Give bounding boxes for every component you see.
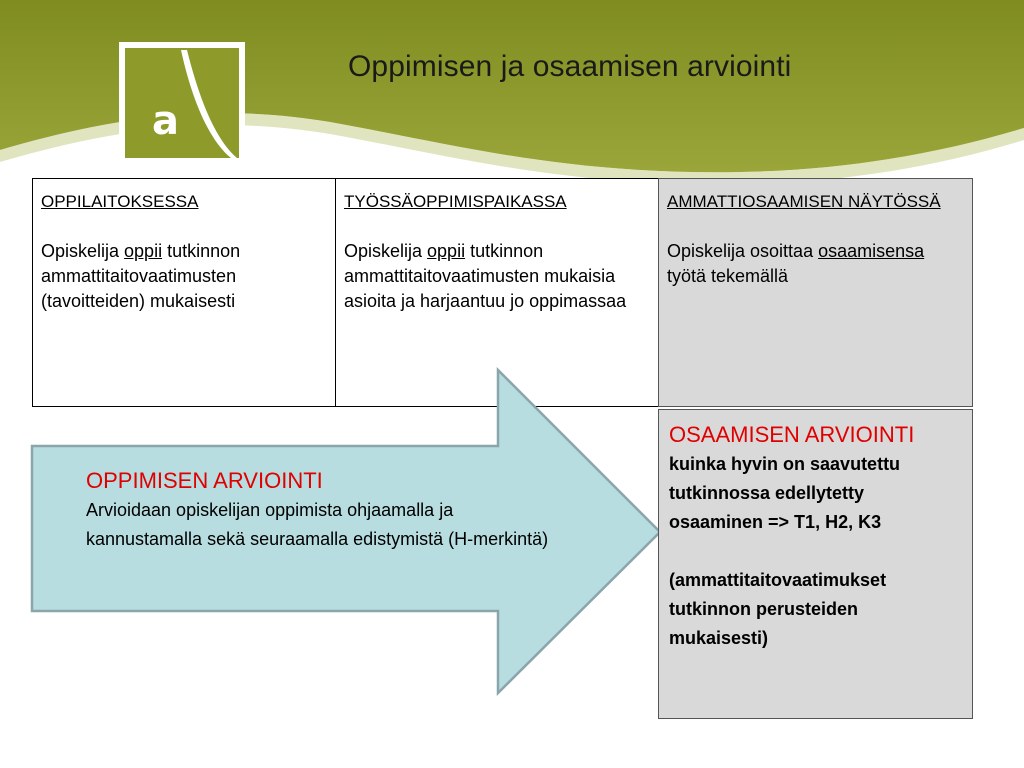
oppimisen-title: OPPIMISEN ARVIOINTI [86,468,323,493]
column-heading: TYÖSSÄOPPIMISPAIKASSA [344,192,567,211]
page-title: Oppimisen ja osaamisen arviointi [348,50,792,83]
column-heading: OPPILAITOKSESSA [41,192,199,211]
column-heading: AMMATTIOSAAMISEN NÄYTÖSSÄ [667,192,941,211]
body-text: työtä tekemällä [667,266,789,286]
logo-icon [119,42,245,164]
osaamisen-title: OSAAMISEN ARVIOINTI [669,422,915,447]
body-emphasis: osaamisensa [818,241,925,261]
body-text: Opiskelija [344,241,428,261]
body-text: tutkinnon ammattitaitovaatimusten mukaisia asioita ja harjaantuu jo oppimassaa [344,241,627,311]
osaamisen-arviointi-box [658,409,973,719]
body-emphasis: oppii [427,241,466,261]
column-body [344,239,650,314]
column-body [667,239,964,289]
body-emphasis: oppii [124,241,163,261]
body-text: Opiskelija osoittaa [667,241,819,261]
oppimisen-arviointi-block [86,466,566,554]
osaamisen-text-2: (ammattitaitovaatimukset tutkinnon perusteiden mukaisesti) [669,570,887,648]
body-text: tutkinnon ammattitaitovaatimusten (tavoitteiden) mukaisesti [41,241,241,311]
osaamisen-text-1: kuinka hyvin on saavutettu tutkinnossa edellytetty osaaminen => T1, H2, K3 [669,454,901,532]
column-ammattiosaamisen-naytossa [658,178,973,407]
column-body [41,239,327,314]
spacer [669,537,962,566]
oppimisen-text: Arvioidaan opiskelijan oppimista ohjaamalla ja kannustamalla sekä seuraamalla edistymistä (H-merkintä) [86,500,549,549]
logo-letter: a [152,98,179,144]
body-text: Opiskelija [41,241,125,261]
